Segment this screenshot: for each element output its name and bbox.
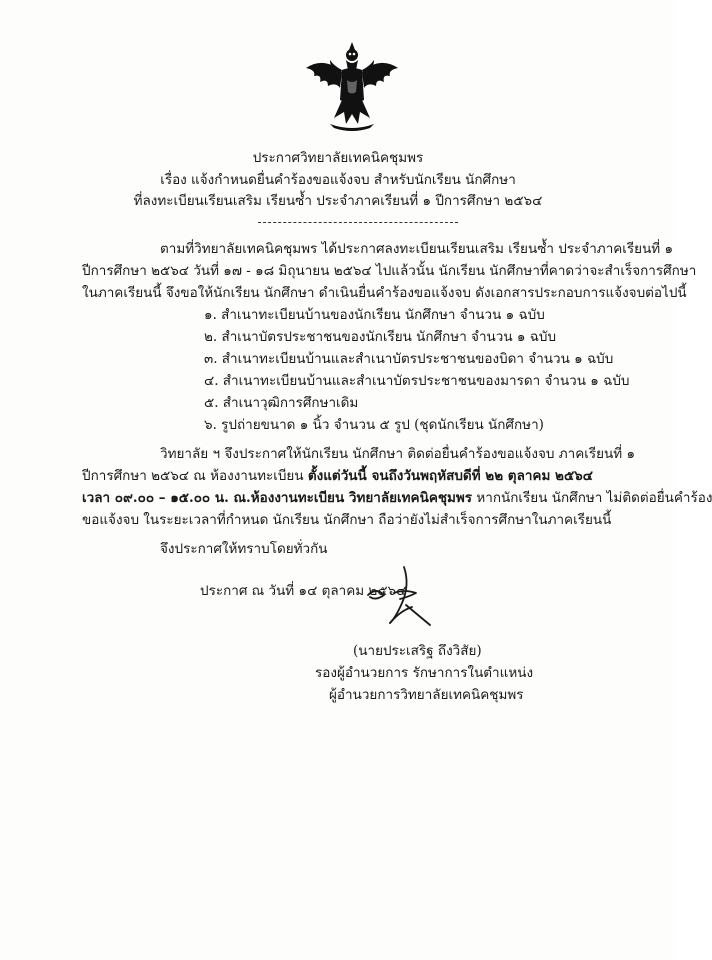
deadline-text: ตั้งแต่วันนี้ จนถึงวันพฤหัสบดีที่ ๒๒ ตุลาคม ๒๕๖๔ [307, 468, 593, 484]
para2-line3 [82, 489, 712, 507]
para1-line3: ในภาคเรียนนี้ จึงขอให้นักเรียน นักศึกษา ดำเนินยื่นคำร้องขอแจ้งจบ ดังเอกสารประกอบการแจ้งจบต่อไปนี้ [82, 285, 687, 301]
para2-line4: ขอแจ้งจบ ในระยะเวลาที่กำหนด นักเรียน นักศึกษา ถือว่ายังไม่สำเร็จการศึกษาในภาคเรียนนี้ [82, 512, 612, 528]
signatory-position-acting: ผู้อำนวยการวิทยาลัยเทคนิคชุมพร [329, 687, 524, 703]
document-item-1: ๑. สำเนาทะเบียนบ้านของนักเรียน นักศึกษา จำนวน ๑ ฉบับ [204, 307, 545, 323]
divider [258, 222, 458, 223]
para2-line2-text: ปีการศึกษา ๒๕๖๔ ณ ห้องงานทะเบียน [82, 468, 308, 484]
document-item-2: ๒. สำเนาบัตรประชาชนของนักเรียน นักศึกษา จำนวน ๑ ฉบับ [204, 329, 557, 345]
document-item-4: ๔. สำเนาทะเบียนบ้านและสำเนาบัตรประชาชนของมารดา จำนวน ๑ ฉบับ [204, 373, 630, 389]
para2-line3-text: หากนักเรียน นักศึกษา ไม่ติดต่อยื่นคำร้อง [472, 490, 712, 506]
para1-line1: ตามที่วิทยาลัยเทคนิคชุมพร ได้ประกาศลงทะเบียนเรียนเสริม เรียนซ้ำ ประจำภาคเรียนที่ ๑ [160, 241, 674, 257]
heading-title: ประกาศวิทยาลัยเทคนิคชุมพร [252, 150, 424, 166]
signatory-name: (นายประเสริฐ ถึงวิสัย) [353, 643, 482, 659]
heading-subject: เรื่อง แจ้งกำหนดยื่นคำร้องขอแจ้งจบ สำหรับนักเรียน นักศึกษา [160, 172, 516, 188]
handwritten-signature-icon [360, 563, 440, 629]
document-item-3: ๓. สำเนาทะเบียนบ้านและสำเนาบัตรประชาชนของบิดา จำนวน ๑ ฉบับ [204, 351, 614, 367]
document-item-6: ๖. รูปถ่ายขนาด ๑ นิ้ว จำนวน ๕ รูป (ชุดนักเรียน นักศึกษา) [204, 417, 544, 433]
closing-text: จึงประกาศให้ทราบโดยทั่วกัน [160, 541, 328, 557]
document-item-5: ๕. สำเนาวุฒิการศึกษาเดิม [204, 395, 359, 411]
announcement-date: ประกาศ ณ วันที่ ๑๔ ตุลาคม ๒๕๖๔ [200, 583, 407, 599]
office-hours-text: เวลา ๐๙.๐๐ – ๑๕.๐๐ น. ณ.ห้องงานทะเบียน วิทยาลัยเทคนิคชุมพร [82, 490, 473, 506]
para1-line2: ปีการศึกษา ๒๕๖๔ วันที่ ๑๗ - ๑๘ มิถุนายน ๒๕๖๔ ไปแล้วนั้น นักเรียน นักศึกษาที่คาดว่าจะสำเร็จการศึกษา [82, 263, 697, 279]
garuda-emblem-icon [300, 40, 404, 132]
heading-subject-continued: ที่ลงทะเบียนเรียนเสริม เรียนซ้ำ ประจำภาคเรียนที่ ๑ ปีการศึกษา ๒๕๖๔ [133, 193, 543, 209]
signatory-position: รองผู้อำนวยการ รักษาการในตำแหน่ง [315, 665, 534, 681]
para2-line2 [82, 467, 593, 485]
para2-line1: วิทยาลัย ฯ จึงประกาศให้นักเรียน นักศึกษา ติดต่อยื่นคำร้องขอแจ้งจบ ภาคเรียนที่ ๑ [160, 446, 636, 462]
